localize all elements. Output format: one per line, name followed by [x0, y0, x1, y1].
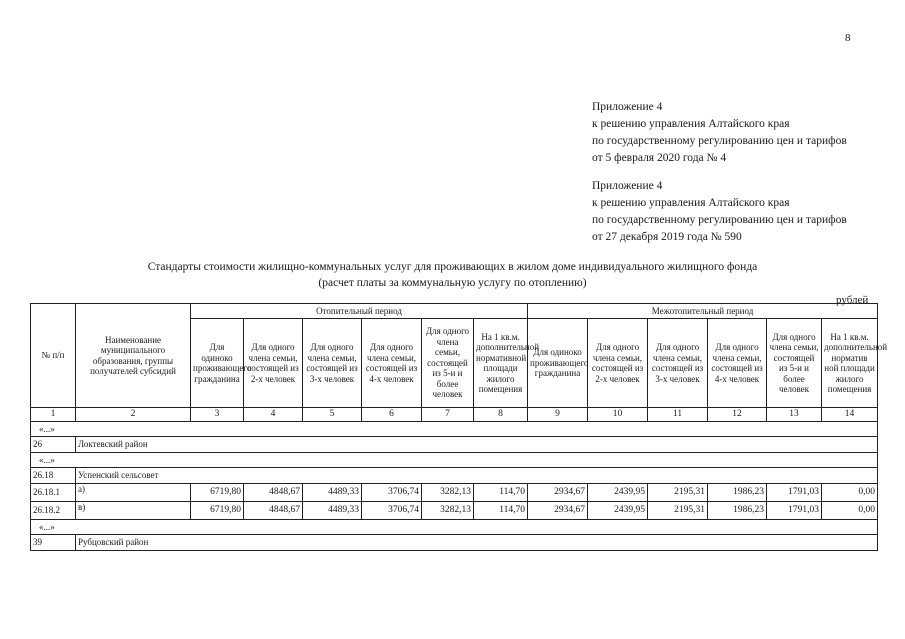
appendix-1-line: к решению управления Алтайского края [592, 118, 790, 130]
row-name: Успенский сельсовет [76, 468, 878, 484]
appendix-2-line: от 27 декабря 2019 года № 590 [592, 231, 742, 243]
appendix-1-line: по государственному регулированию цен и тарифов [592, 135, 847, 147]
row-number: 26 [31, 437, 76, 453]
value-cell: 2439,95 [588, 502, 648, 520]
header-heating-col: Для одного члена семьи, состоящей из 5-и и более человек [422, 319, 474, 408]
row-name: Локтевский район [76, 437, 878, 453]
value-cell: 1791,03 [767, 484, 822, 502]
header-interheating-col: Для одного члена семьи, состоящей из 4-х человек [708, 319, 767, 408]
value-cell: 4489,33 [303, 484, 362, 502]
appendix-1-line: от 5 февраля 2020 года № 4 [592, 152, 727, 164]
column-number: 11 [648, 408, 708, 422]
row-number: 26.18.2 [31, 502, 76, 520]
header-interheating-col: Для одного члена семьи, состоящей из 5-и и более человек [767, 319, 822, 408]
value-cell: 3706,74 [362, 484, 422, 502]
document-subtitle: (расчет платы за коммунальную услугу по отоплению) [318, 277, 587, 289]
value-cell: 4848,67 [244, 502, 303, 520]
row-number: 39 [31, 535, 76, 551]
value-cell: 4489,33 [303, 502, 362, 520]
row-number: 26.18.1 [31, 484, 76, 502]
value-cell: 6719,80 [191, 484, 244, 502]
header-num: № п/п [31, 304, 76, 408]
header-heating-col: На 1 кв.м. дополнительной нормативной площади жилого помещения [474, 319, 528, 408]
value-cell: 3282,13 [422, 502, 474, 520]
row-name: в) [76, 502, 191, 520]
value-cell: 0,00 [822, 484, 878, 502]
row-number: 26.18 [31, 468, 76, 484]
table-row [31, 535, 878, 551]
standards-table [30, 303, 888, 551]
value-cell: 114,70 [474, 502, 528, 520]
value-cell: 0,00 [822, 502, 878, 520]
column-number: 9 [528, 408, 588, 422]
column-number: 6 [362, 408, 422, 422]
header-interheating-col: Для одиноко проживающего гражданина [528, 319, 588, 408]
ellipsis: «...» [31, 520, 878, 535]
header-interheating-col: Для одного члена семьи, состоящей из 3-х человек [648, 319, 708, 408]
value-cell: 2195,31 [648, 484, 708, 502]
column-number: 7 [422, 408, 474, 422]
header-interheating-col: На 1 кв.м. дополнительной норматив ной площади жилого помещения [822, 319, 878, 408]
header-interheating-col: Для одного члена семьи, состоящей из 2-х человек [588, 319, 648, 408]
value-cell: 1986,23 [708, 484, 767, 502]
value-cell: 4848,67 [244, 484, 303, 502]
ellipsis-row [31, 422, 878, 437]
value-cell: 6719,80 [191, 502, 244, 520]
column-number: 3 [191, 408, 244, 422]
table-row [31, 437, 878, 453]
header-heating-col: Для одного члена семьи, состоящей из 2-х человек [244, 319, 303, 408]
value-cell: 3282,13 [422, 484, 474, 502]
row-name: а) [76, 484, 191, 502]
column-number: 8 [474, 408, 528, 422]
value-cell: 2439,95 [588, 484, 648, 502]
header-interheating-period: Межотопительный период [528, 304, 878, 319]
value-cell: 2934,67 [528, 484, 588, 502]
header-heating-period: Отопительный период [191, 304, 528, 319]
table-header-row [31, 304, 878, 319]
header-heating-col: Для одного члена семьи, состоящей из 4-х человек [362, 319, 422, 408]
appendix-block-1 [592, 99, 847, 167]
ellipsis-row [31, 453, 878, 468]
column-number: 12 [708, 408, 767, 422]
page-number: 8 [845, 32, 851, 44]
column-number: 10 [588, 408, 648, 422]
header-name: Наименование муниципального образования, группы получателей субсидий [76, 304, 191, 408]
appendix-1-line: Приложение 4 [592, 101, 663, 113]
column-number: 4 [244, 408, 303, 422]
table-row [31, 484, 878, 502]
column-number: 1 [31, 408, 76, 422]
value-cell: 1791,03 [767, 502, 822, 520]
value-cell: 1986,23 [708, 502, 767, 520]
row-name: Рубцовский район [76, 535, 878, 551]
appendix-2-line: Приложение 4 [592, 180, 663, 192]
value-cell: 3706,74 [362, 502, 422, 520]
column-number: 5 [303, 408, 362, 422]
value-cell: 2195,31 [648, 502, 708, 520]
document-title: Стандарты стоимости жилищно-коммунальных услуг для проживающих в жилом доме индивидуального жилищного фонда [147, 261, 758, 273]
column-number: 2 [76, 408, 191, 422]
column-number: 14 [822, 408, 878, 422]
table-row [31, 468, 878, 484]
appendix-2-line: по государственному регулированию цен и тарифов [592, 214, 847, 226]
appendix-block-2 [592, 178, 847, 246]
table-row [31, 502, 878, 520]
currency-label: рублей [836, 294, 869, 306]
value-cell: 2934,67 [528, 502, 588, 520]
header-heating-col: Для одиноко проживающего гражданина [191, 319, 244, 408]
header-heating-col: Для одного члена семьи, состоящей из 3-х человек [303, 319, 362, 408]
appendix-2-line: к решению управления Алтайского края [592, 197, 790, 209]
column-number: 13 [767, 408, 822, 422]
column-number-row [31, 408, 878, 422]
ellipsis: «...» [31, 422, 878, 437]
ellipsis: «...» [31, 453, 878, 468]
value-cell: 114,70 [474, 484, 528, 502]
ellipsis-row [31, 520, 878, 535]
